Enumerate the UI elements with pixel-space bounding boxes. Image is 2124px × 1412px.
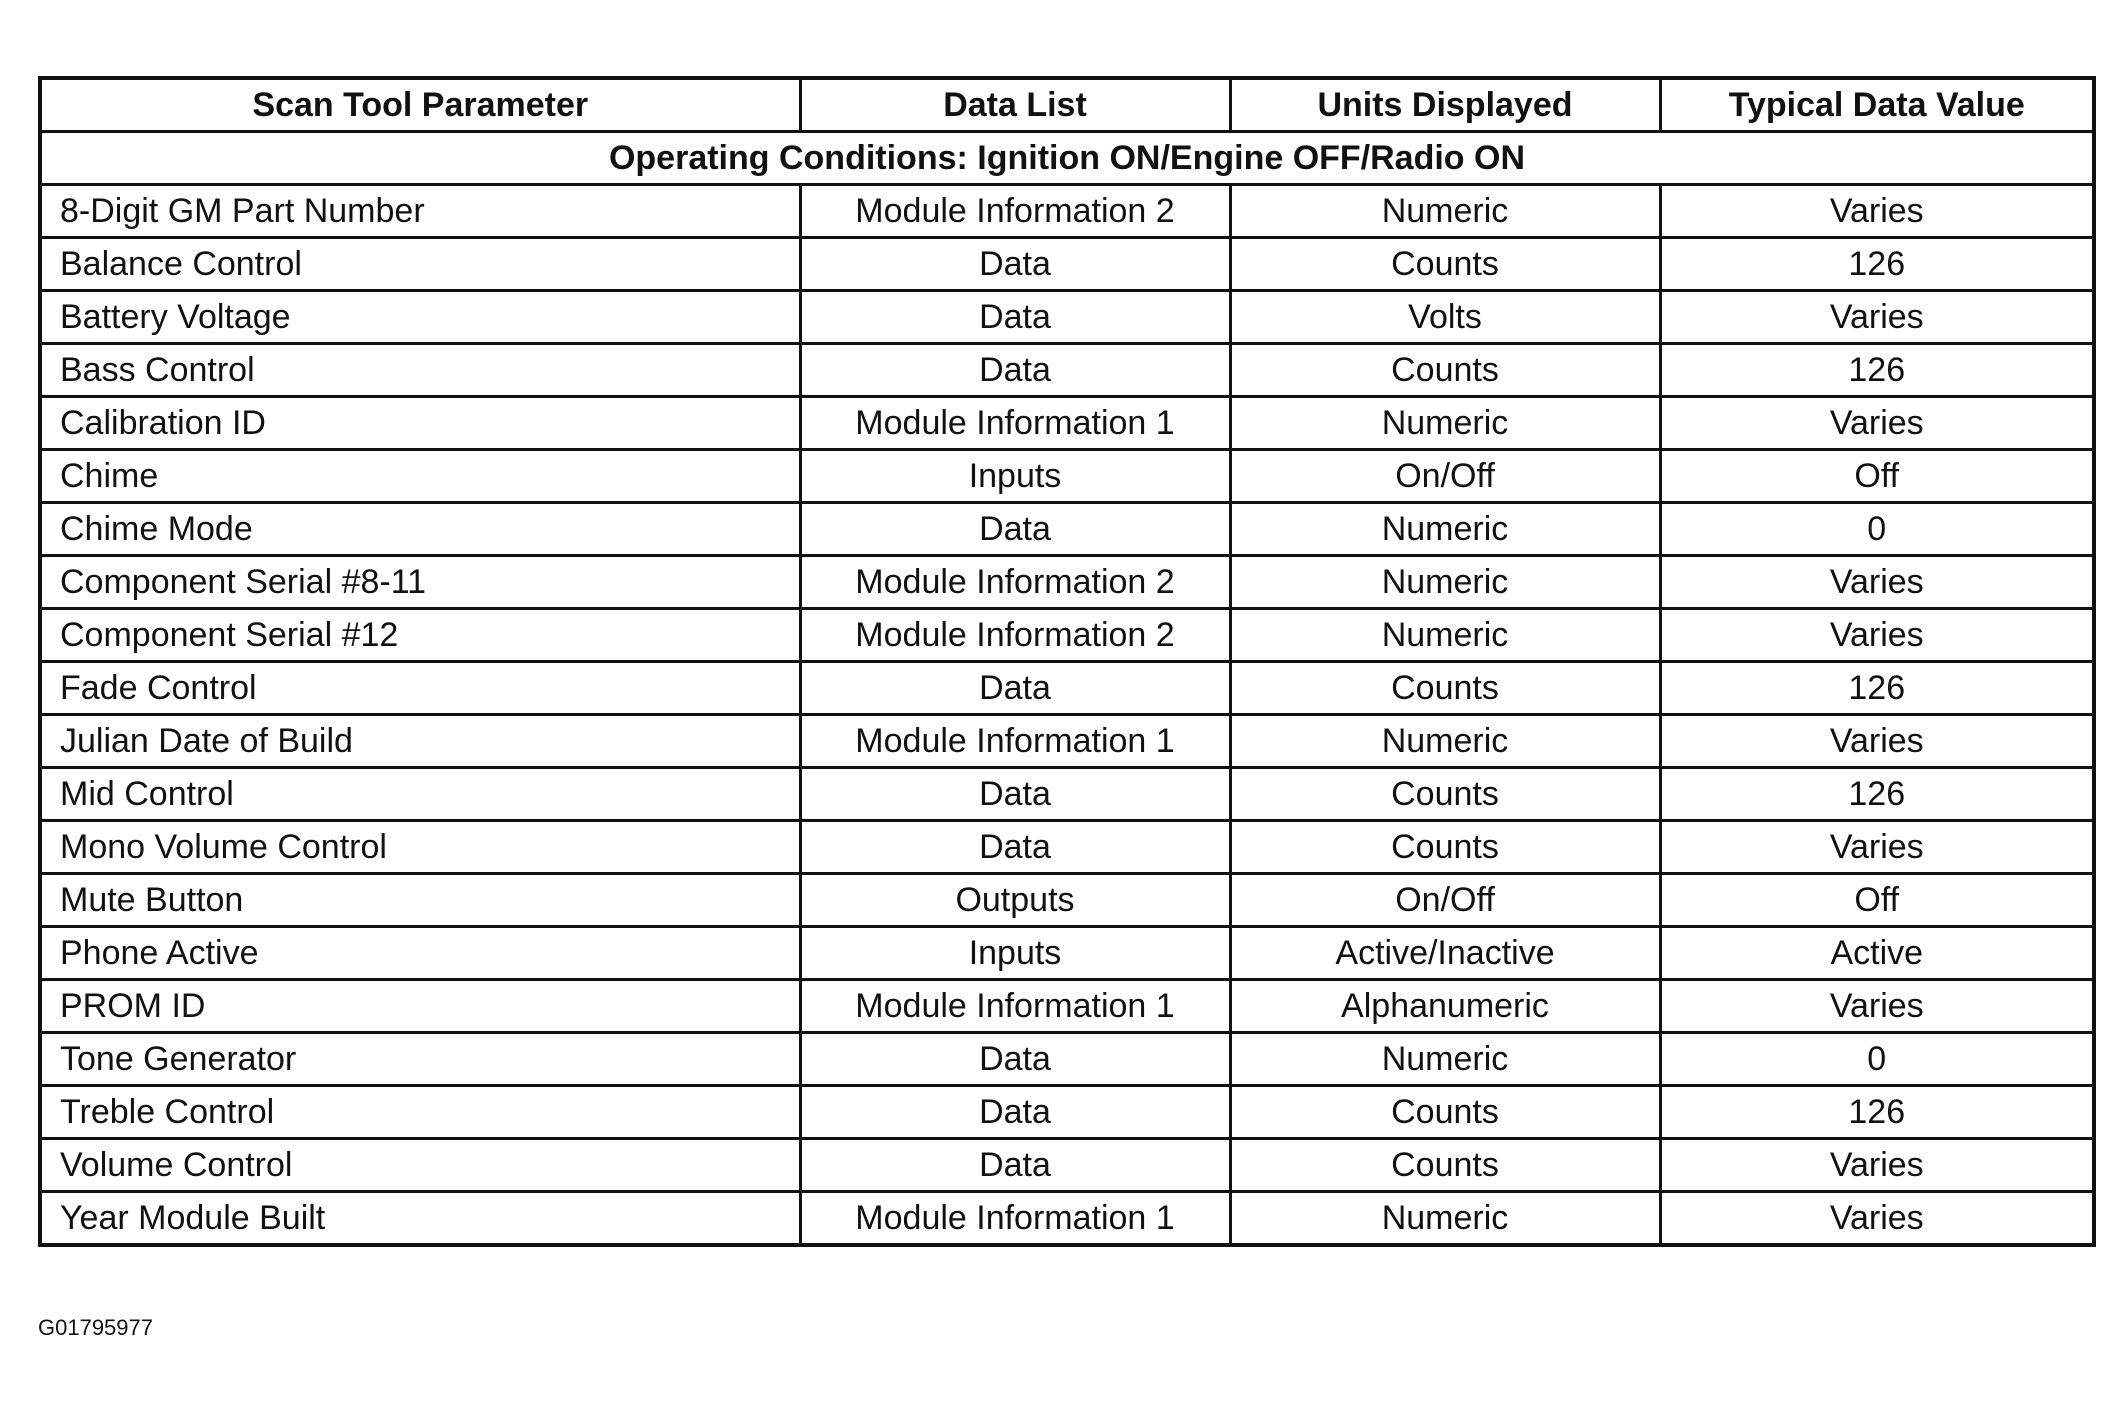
- table-row: [40, 821, 2094, 874]
- cell-data-list: Module Information 1: [800, 1192, 1230, 1246]
- cell-units-displayed: Counts: [1230, 1139, 1660, 1192]
- cell-typical-data-value: Off: [1660, 450, 2094, 503]
- table-row: [40, 238, 2094, 291]
- cell-data-list: Data: [800, 662, 1230, 715]
- table-row: [40, 874, 2094, 927]
- table-row: [40, 609, 2094, 662]
- cell-parameter: Tone Generator: [40, 1033, 800, 1086]
- cell-typical-data-value: 126: [1660, 344, 2094, 397]
- cell-units-displayed: Counts: [1230, 768, 1660, 821]
- cell-units-displayed: Active/Inactive: [1230, 927, 1660, 980]
- cell-data-list: Data: [800, 291, 1230, 344]
- cell-units-displayed: Volts: [1230, 291, 1660, 344]
- cell-parameter: Mono Volume Control: [40, 821, 800, 874]
- table-body: [40, 132, 2094, 1246]
- cell-parameter: Volume Control: [40, 1139, 800, 1192]
- table-row: [40, 291, 2094, 344]
- cell-data-list: Inputs: [800, 927, 1230, 980]
- table-row: [40, 503, 2094, 556]
- table-row: [40, 397, 2094, 450]
- cell-typical-data-value: Varies: [1660, 980, 2094, 1033]
- cell-typical-data-value: 126: [1660, 1086, 2094, 1139]
- cell-typical-data-value: Varies: [1660, 1192, 2094, 1246]
- cell-data-list: Data: [800, 1086, 1230, 1139]
- cell-typical-data-value: Varies: [1660, 1139, 2094, 1192]
- cell-data-list: Module Information 1: [800, 715, 1230, 768]
- cell-data-list: Module Information 2: [800, 185, 1230, 238]
- cell-typical-data-value: 126: [1660, 768, 2094, 821]
- cell-data-list: Module Information 2: [800, 556, 1230, 609]
- figure-id: G01795977: [38, 1315, 153, 1340]
- cell-parameter: Year Module Built: [40, 1192, 800, 1246]
- cell-units-displayed: Counts: [1230, 662, 1660, 715]
- cell-parameter: Treble Control: [40, 1086, 800, 1139]
- table-row: [40, 1192, 2094, 1246]
- cell-parameter: Calibration ID: [40, 397, 800, 450]
- cell-units-displayed: Counts: [1230, 1086, 1660, 1139]
- table-row: [40, 1033, 2094, 1086]
- cell-units-displayed: On/Off: [1230, 450, 1660, 503]
- cell-typical-data-value: 126: [1660, 238, 2094, 291]
- header-typical-data-value: Typical Data Value: [1660, 78, 2094, 132]
- cell-units-displayed: Numeric: [1230, 609, 1660, 662]
- cell-parameter: Chime Mode: [40, 503, 800, 556]
- cell-parameter: Phone Active: [40, 927, 800, 980]
- cell-parameter: Chime: [40, 450, 800, 503]
- cell-units-displayed: Numeric: [1230, 715, 1660, 768]
- table-row: [40, 185, 2094, 238]
- table-row: [40, 662, 2094, 715]
- cell-units-displayed: Numeric: [1230, 503, 1660, 556]
- operating-conditions: Operating Conditions: Ignition ON/Engine OFF/Radio ON: [40, 132, 2094, 185]
- cell-data-list: Outputs: [800, 874, 1230, 927]
- table-row: [40, 1086, 2094, 1139]
- cell-data-list: Data: [800, 821, 1230, 874]
- cell-units-displayed: On/Off: [1230, 874, 1660, 927]
- cell-typical-data-value: 0: [1660, 503, 2094, 556]
- cell-parameter: 8-Digit GM Part Number: [40, 185, 800, 238]
- table-header-row: [40, 78, 2094, 132]
- cell-data-list: Data: [800, 503, 1230, 556]
- cell-data-list: Module Information 1: [800, 980, 1230, 1033]
- cell-data-list: Data: [800, 344, 1230, 397]
- header-scan-tool-parameter: Scan Tool Parameter: [40, 78, 800, 132]
- table-row: [40, 1139, 2094, 1192]
- cell-typical-data-value: Varies: [1660, 291, 2094, 344]
- table-row: [40, 768, 2094, 821]
- header-units-displayed: Units Displayed: [1230, 78, 1660, 132]
- cell-typical-data-value: Varies: [1660, 609, 2094, 662]
- cell-data-list: Data: [800, 768, 1230, 821]
- cell-units-displayed: Numeric: [1230, 185, 1660, 238]
- cell-data-list: Module Information 2: [800, 609, 1230, 662]
- cell-typical-data-value: Varies: [1660, 397, 2094, 450]
- cell-units-displayed: Numeric: [1230, 556, 1660, 609]
- cell-parameter: Fade Control: [40, 662, 800, 715]
- cell-typical-data-value: Off: [1660, 874, 2094, 927]
- cell-units-displayed: Numeric: [1230, 1192, 1660, 1246]
- cell-data-list: Module Information 1: [800, 397, 1230, 450]
- cell-typical-data-value: Varies: [1660, 715, 2094, 768]
- scan-tool-data-table: [38, 76, 2096, 1247]
- cell-data-list: Data: [800, 238, 1230, 291]
- cell-parameter: Component Serial #12: [40, 609, 800, 662]
- cell-parameter: Balance Control: [40, 238, 800, 291]
- header-data-list: Data List: [800, 78, 1230, 132]
- cell-units-displayed: Alphanumeric: [1230, 980, 1660, 1033]
- cell-typical-data-value: Varies: [1660, 556, 2094, 609]
- cell-typical-data-value: Active: [1660, 927, 2094, 980]
- cell-units-displayed: Counts: [1230, 238, 1660, 291]
- operating-conditions-row: [40, 132, 2094, 185]
- cell-parameter: Bass Control: [40, 344, 800, 397]
- cell-units-displayed: Numeric: [1230, 397, 1660, 450]
- cell-parameter: Battery Voltage: [40, 291, 800, 344]
- table-row: [40, 344, 2094, 397]
- cell-parameter: PROM ID: [40, 980, 800, 1033]
- cell-data-list: Data: [800, 1033, 1230, 1086]
- cell-typical-data-value: 0: [1660, 1033, 2094, 1086]
- cell-typical-data-value: Varies: [1660, 185, 2094, 238]
- cell-data-list: Data: [800, 1139, 1230, 1192]
- table-row: [40, 715, 2094, 768]
- cell-units-displayed: Counts: [1230, 821, 1660, 874]
- cell-units-displayed: Counts: [1230, 344, 1660, 397]
- cell-data-list: Inputs: [800, 450, 1230, 503]
- cell-parameter: Component Serial #8-11: [40, 556, 800, 609]
- table-row: [40, 927, 2094, 980]
- cell-parameter: Mid Control: [40, 768, 800, 821]
- cell-parameter: Julian Date of Build: [40, 715, 800, 768]
- cell-typical-data-value: Varies: [1660, 821, 2094, 874]
- table-row: [40, 556, 2094, 609]
- table-row: [40, 980, 2094, 1033]
- cell-typical-data-value: 126: [1660, 662, 2094, 715]
- cell-parameter: Mute Button: [40, 874, 800, 927]
- cell-units-displayed: Numeric: [1230, 1033, 1660, 1086]
- table-row: [40, 450, 2094, 503]
